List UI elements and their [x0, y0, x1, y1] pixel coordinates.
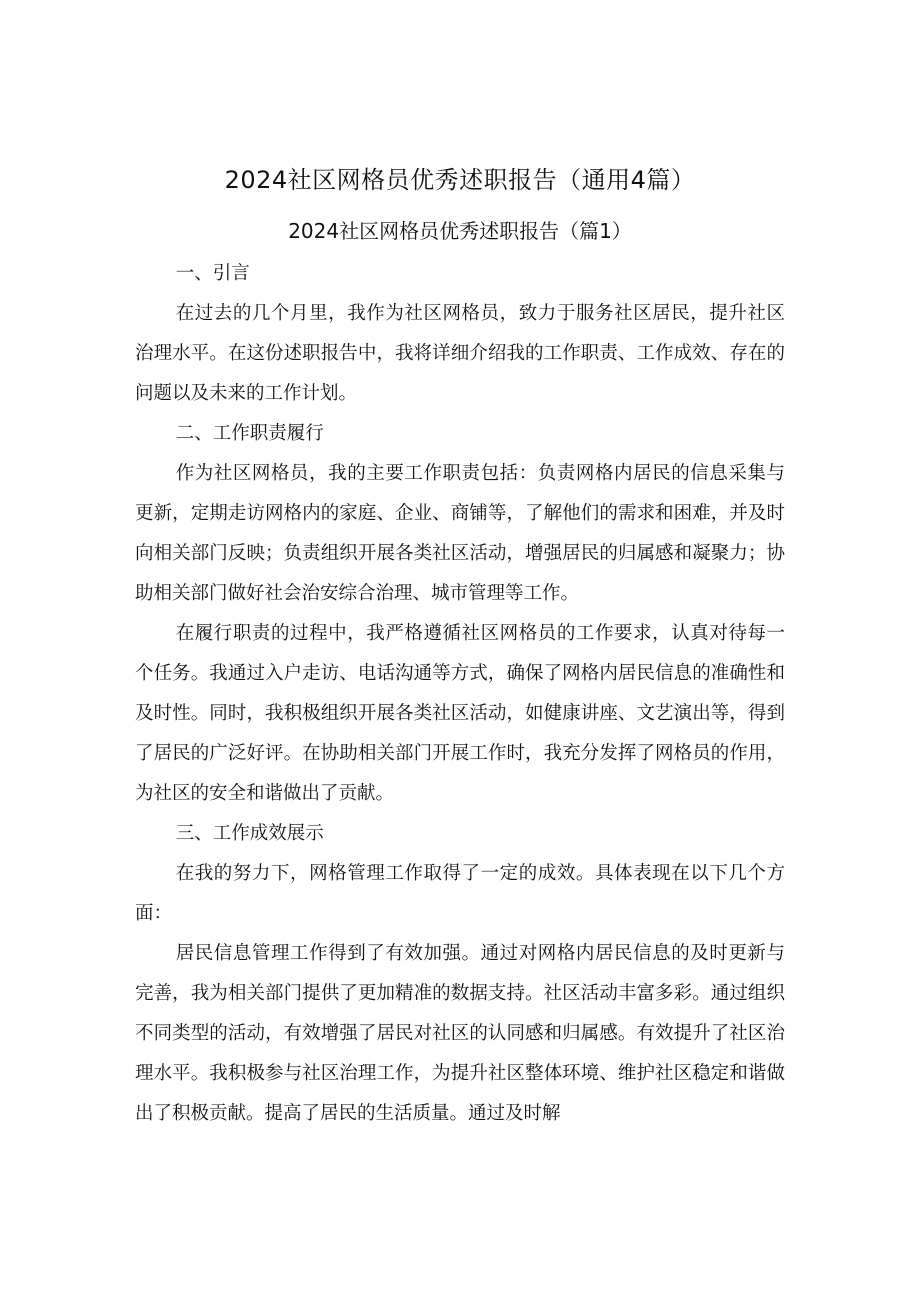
- document-subtitle: 2024社区网格员优秀述职报告（篇1）: [288, 219, 632, 243]
- paragraph: 在履行职责的过程中，我严格遵循社区网格员的工作要求，认真对待每一个任务。我通过入户走访、电话沟通等方式，确保了网格内居民信息的准确性和及时性。同时，我积极组织开展各类社区活动，如健康讲座、文艺演出等，得到了居民的广泛好评。在协助相关部门开展工作时，我充分发挥了网格员的作用，为社区的安全和谐做出了贡献。: [135, 623, 785, 804]
- section-heading-duties: 二、工作职责履行: [175, 423, 324, 444]
- document-body: [135, 254, 785, 1134]
- section-heading-results: 三、工作成效展示: [175, 823, 324, 844]
- paragraph: 在过去的几个月里，我作为社区网格员，致力于服务社区居民，提升社区治理水平。在这份述职报告中，我将详细介绍我的工作职责、工作成效、存在的问题以及未来的工作计划。: [135, 303, 785, 404]
- section-heading-intro: 一、引言: [175, 263, 250, 284]
- document-title: 2024社区网格员优秀述职报告（通用4篇）: [224, 166, 696, 194]
- paragraph: 居民信息管理工作得到了有效加强。通过对网格内居民信息的及时更新与完善，我为相关部门提供了更加精准的数据支持。社区活动丰富多彩。通过组织不同类型的活动，有效增强了居民对社区的认同感和归属感。有效提升了社区治理水平。我积极参与社区治理工作，为提升社区整体环境、维护社区稳定和谐做出了积极贡献。提高了居民的生活质量。通过及时解: [135, 943, 785, 1124]
- paragraph: 在我的努力下，网格管理工作取得了一定的成效。具体表现在以下几个方面：: [135, 863, 785, 924]
- paragraph: 作为社区网格员，我的主要工作职责包括：负责网格内居民的信息采集与更新，定期走访网格内的家庭、企业、商铺等，了解他们的需求和困难，并及时向相关部门反映；负责组织开展各类社区活动，增强居民的归属感和凝聚力；协助相关部门做好社会治安综合治理、城市管理等工作。: [135, 463, 785, 604]
